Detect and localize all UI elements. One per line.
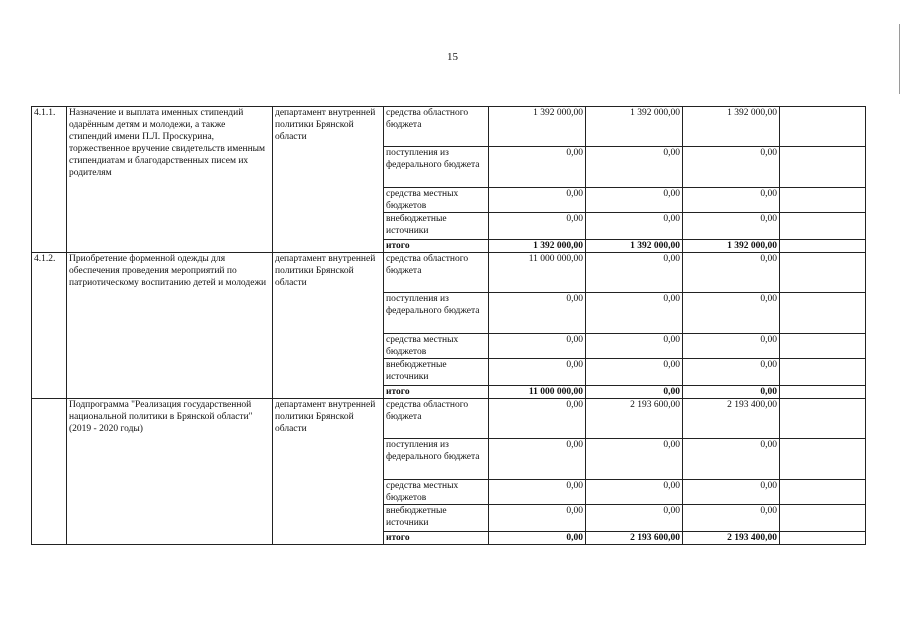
amount-year-3: 2 193 400,00 (683, 399, 780, 439)
amount-year-3: 0,00 (683, 293, 780, 334)
amount-year-3: 0,00 (683, 359, 780, 386)
amount-year-1: 0,00 (489, 359, 586, 386)
amount-year-3: 0,00 (683, 188, 780, 213)
empty-cell (780, 480, 866, 505)
empty-cell (780, 359, 866, 386)
item-executor: департамент внутренней политики Брянской области (273, 399, 384, 545)
empty-cell (780, 399, 866, 439)
empty-cell (780, 253, 866, 293)
amount-year-2: 0,00 (586, 480, 683, 505)
amount-year-3: 0,00 (683, 480, 780, 505)
amount-year-3: 0,00 (683, 439, 780, 480)
amount-year-2: 0,00 (586, 147, 683, 188)
amount-year-1: 0,00 (489, 439, 586, 480)
funding-source: средства местных бюджетов (384, 480, 489, 505)
empty-cell (780, 240, 866, 253)
funding-source: средства областного бюджета (384, 399, 489, 439)
funding-source: итого (384, 532, 489, 545)
amount-year-3: 0,00 (683, 505, 780, 532)
item-name: Приобретение форменной одежды для обеспечения проведения мероприятий по патриотическому воспитанию детей и молодежи (67, 253, 273, 399)
empty-cell (780, 532, 866, 545)
empty-cell (780, 386, 866, 399)
empty-cell (780, 213, 866, 240)
amount-year-1: 0,00 (489, 147, 586, 188)
amount-year-2: 1 392 000,00 (586, 240, 683, 253)
amount-year-1: 0,00 (489, 213, 586, 240)
page-number: 15 (447, 51, 458, 63)
item-code: 4.1.2. (32, 253, 67, 399)
amount-year-2: 0,00 (586, 188, 683, 213)
amount-year-1: 0,00 (489, 505, 586, 532)
empty-cell (780, 107, 866, 147)
amount-year-2: 0,00 (586, 253, 683, 293)
funding-source: итого (384, 386, 489, 399)
amount-year-3: 1 392 000,00 (683, 107, 780, 147)
amount-year-2: 0,00 (586, 359, 683, 386)
item-code: 4.1.1. (32, 107, 67, 253)
empty-cell (780, 505, 866, 532)
funding-source: средства местных бюджетов (384, 188, 489, 213)
scan-edge-mark (899, 24, 900, 94)
amount-year-3: 1 392 000,00 (683, 240, 780, 253)
amount-year-1: 0,00 (489, 480, 586, 505)
amount-year-3: 0,00 (683, 253, 780, 293)
amount-year-1: 1 392 000,00 (489, 107, 586, 147)
funding-source: поступления из федерального бюджета (384, 293, 489, 334)
amount-year-1: 0,00 (489, 399, 586, 439)
empty-cell (780, 439, 866, 480)
funding-source: итого (384, 240, 489, 253)
amount-year-1: 11 000 000,00 (489, 253, 586, 293)
amount-year-2: 0,00 (586, 386, 683, 399)
funding-source: средства областного бюджета (384, 253, 489, 293)
amount-year-1: 0,00 (489, 293, 586, 334)
empty-cell (780, 293, 866, 334)
amount-year-1: 0,00 (489, 532, 586, 545)
funding-source: средства местных бюджетов (384, 334, 489, 359)
funding-source: внебюджетные источники (384, 213, 489, 240)
item-name: Назначение и выплата именных стипендий одарённым детям и молодежи, а также стипендий имени П.Л. Проскурина, торжественное вручение свидетельств именным стипендиатам и благодарственных писем их родителям (67, 107, 273, 253)
funding-source: поступления из федерального бюджета (384, 147, 489, 188)
amount-year-2: 0,00 (586, 293, 683, 334)
amount-year-1: 0,00 (489, 334, 586, 359)
item-executor: департамент внутренней политики Брянской области (273, 253, 384, 399)
item-name: Подпрограмма "Реализация государственной национальной политики в Брянской области" (2019 - 2020 годы) (67, 399, 273, 545)
item-executor: департамент внутренней политики Брянской области (273, 107, 384, 253)
amount-year-2: 0,00 (586, 505, 683, 532)
amount-year-2: 2 193 600,00 (586, 532, 683, 545)
amount-year-3: 0,00 (683, 213, 780, 240)
amount-year-2: 2 193 600,00 (586, 399, 683, 439)
funding-source: поступления из федерального бюджета (384, 439, 489, 480)
budget-table (31, 106, 866, 545)
table-row (32, 399, 866, 439)
table-row (32, 253, 866, 293)
amount-year-1: 0,00 (489, 188, 586, 213)
amount-year-2: 0,00 (586, 334, 683, 359)
empty-cell (780, 334, 866, 359)
funding-source: внебюджетные источники (384, 505, 489, 532)
amount-year-3: 2 193 400,00 (683, 532, 780, 545)
table-row (32, 107, 866, 147)
amount-year-2: 0,00 (586, 213, 683, 240)
amount-year-3: 0,00 (683, 386, 780, 399)
amount-year-1: 11 000 000,00 (489, 386, 586, 399)
funding-source: внебюджетные источники (384, 359, 489, 386)
amount-year-3: 0,00 (683, 334, 780, 359)
amount-year-3: 0,00 (683, 147, 780, 188)
amount-year-1: 1 392 000,00 (489, 240, 586, 253)
amount-year-2: 0,00 (586, 439, 683, 480)
amount-year-2: 1 392 000,00 (586, 107, 683, 147)
funding-source: средства областного бюджета (384, 107, 489, 147)
item-code (32, 399, 67, 545)
empty-cell (780, 188, 866, 213)
empty-cell (780, 147, 866, 188)
